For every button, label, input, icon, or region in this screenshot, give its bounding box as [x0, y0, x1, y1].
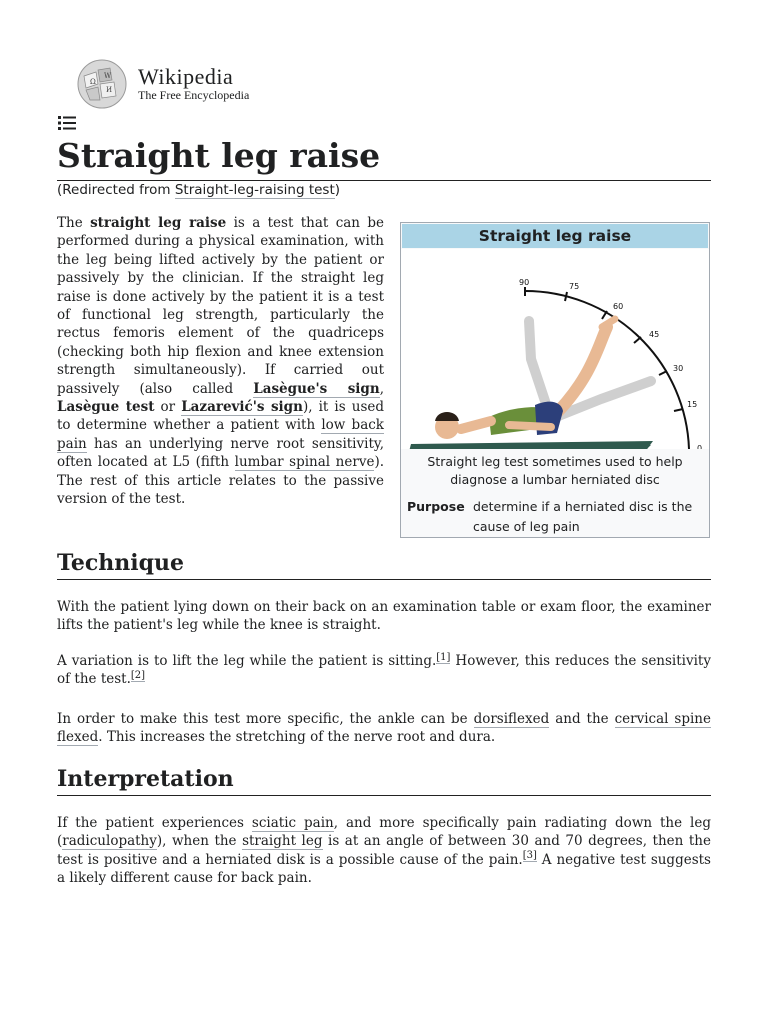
- infobox-title: Straight leg raise: [402, 224, 708, 248]
- lead-text: ). The rest of this article relates to the passive version of the test.: [57, 454, 384, 508]
- sciatic-pain-link[interactable]: sciatic pain: [251, 815, 334, 831]
- lead-text: ), it is used to determine whether a patient with: [57, 399, 384, 434]
- straight-leg-raise-illustration: [401, 249, 709, 449]
- angle-label-0: 0: [697, 444, 703, 449]
- site-name: Wikipedia: [138, 64, 234, 89]
- technique-paragraph-1: With the patient lying down on their back on an examination table or exam floor, the examiner lifts the patient's leg while the knee is straight.: [57, 599, 711, 634]
- low-back-pain-link[interactable]: low back pain: [57, 417, 384, 452]
- infobox-caption: Straight leg test sometimes used to help diagnose a lumbar herniated disc: [427, 454, 683, 487]
- lead-text: or: [154, 399, 182, 416]
- angle-label-15: 15: [687, 400, 698, 409]
- wikipedia-globe-icon[interactable]: [76, 58, 128, 110]
- lead-text: has an underlying nerve root sensitivity, often located at L5 (fifth: [57, 435, 384, 471]
- site-header: [76, 56, 249, 112]
- paragraph-text: A variation is to lift the leg while the patient is sitting.: [57, 653, 437, 669]
- reference-link-3[interactable]: [3]: [522, 850, 537, 862]
- lead-bold-term: Lasègue test: [57, 399, 155, 416]
- technique-paragraph-3: [57, 710, 711, 747]
- dorsiflexed-link[interactable]: dorsiflexed: [473, 711, 550, 727]
- paragraph-text: is at an angle of between 30 and 70 degrees, then the test is positive and a herniated disk is a possible cause of the pain.: [57, 833, 711, 868]
- reference-link-2[interactable]: [2]: [130, 669, 146, 681]
- svg-text:W: W: [104, 72, 112, 80]
- purpose-label: Purpose: [407, 499, 465, 514]
- lead-bold-term: straight leg raise: [90, 215, 227, 231]
- reference-link-1[interactable]: [1]: [436, 651, 451, 663]
- paragraph-text: If the patient experiences: [57, 815, 252, 831]
- purpose-value: determine if a herniated disc is the cause of leg pain: [473, 499, 693, 534]
- paragraph-text: A negative test suggests a likely different cause for back pain.: [57, 851, 711, 887]
- paragraph-text: ), when the: [156, 833, 243, 850]
- svg-text:Ω: Ω: [90, 78, 96, 86]
- straight-leg-link[interactable]: straight leg: [242, 833, 323, 850]
- technique-paragraph-2: [57, 652, 711, 689]
- table-of-contents-icon[interactable]: [57, 114, 77, 132]
- cervical-spine-link[interactable]: cervical spine: [614, 711, 711, 727]
- section-heading-interpretation: Interpretation: [57, 764, 711, 796]
- redirect-notice: [57, 181, 340, 199]
- wordmark[interactable]: [138, 66, 249, 102]
- infobox: [400, 222, 710, 538]
- angle-label-90: 90: [519, 278, 530, 287]
- paragraph-text: . This increases the stretching of the nerve root and dura.: [98, 729, 496, 746]
- lumbar-spinal-nerve-link[interactable]: lumbar spinal nerve: [234, 454, 375, 471]
- paragraph-text: In order to make this test more specific, the ankle can be: [57, 711, 474, 727]
- paragraph-text: However, this reduces the sensitivity of the test.: [57, 653, 711, 688]
- lead-text: The: [57, 215, 91, 231]
- lazarevic-sign-link[interactable]: Lazarević's sign: [181, 399, 303, 416]
- radiculopathy-link[interactable]: radiculopathy: [62, 833, 157, 850]
- section-heading-technique: Technique: [57, 548, 711, 580]
- lead-text: ,: [379, 380, 384, 397]
- paragraph-text: and the: [549, 711, 615, 727]
- angle-label-45: 45: [649, 330, 660, 339]
- lead-text: is a test that can be performed during a physical examination, with the leg being lifted actively by the patient or passively by the clinician. If the straight leg raise is done actively by the patient it is a test of functional leg strength, particularly the rectus femoris element of the quadriceps (checking both hip flexion and knee extension strength simultaneously). If carried out passively (also called: [57, 215, 384, 397]
- infobox-image[interactable]: [401, 249, 709, 449]
- flexed-link[interactable]: flexed: [57, 729, 99, 746]
- page-title: Straight leg raise: [57, 134, 711, 181]
- lasegue-sign-link[interactable]: Lasègue's sign: [253, 380, 380, 397]
- angle-label-75: 75: [569, 282, 580, 291]
- angle-label-30: 30: [673, 364, 684, 373]
- svg-text:И: И: [106, 86, 113, 94]
- lead-paragraph: [57, 214, 384, 509]
- angle-label-60: 60: [613, 302, 624, 311]
- infobox-purpose-row: [401, 495, 709, 539]
- site-tagline: The Free Encyclopedia: [138, 88, 250, 102]
- redirect-suffix: ): [334, 182, 341, 198]
- interpretation-paragraph: [57, 814, 711, 888]
- redirect-prefix: (Redirected from: [57, 182, 175, 198]
- redirect-link[interactable]: Straight-leg-raising test: [174, 182, 335, 198]
- paragraph-text: , and more specifically pain radiating down the leg (: [57, 815, 712, 850]
